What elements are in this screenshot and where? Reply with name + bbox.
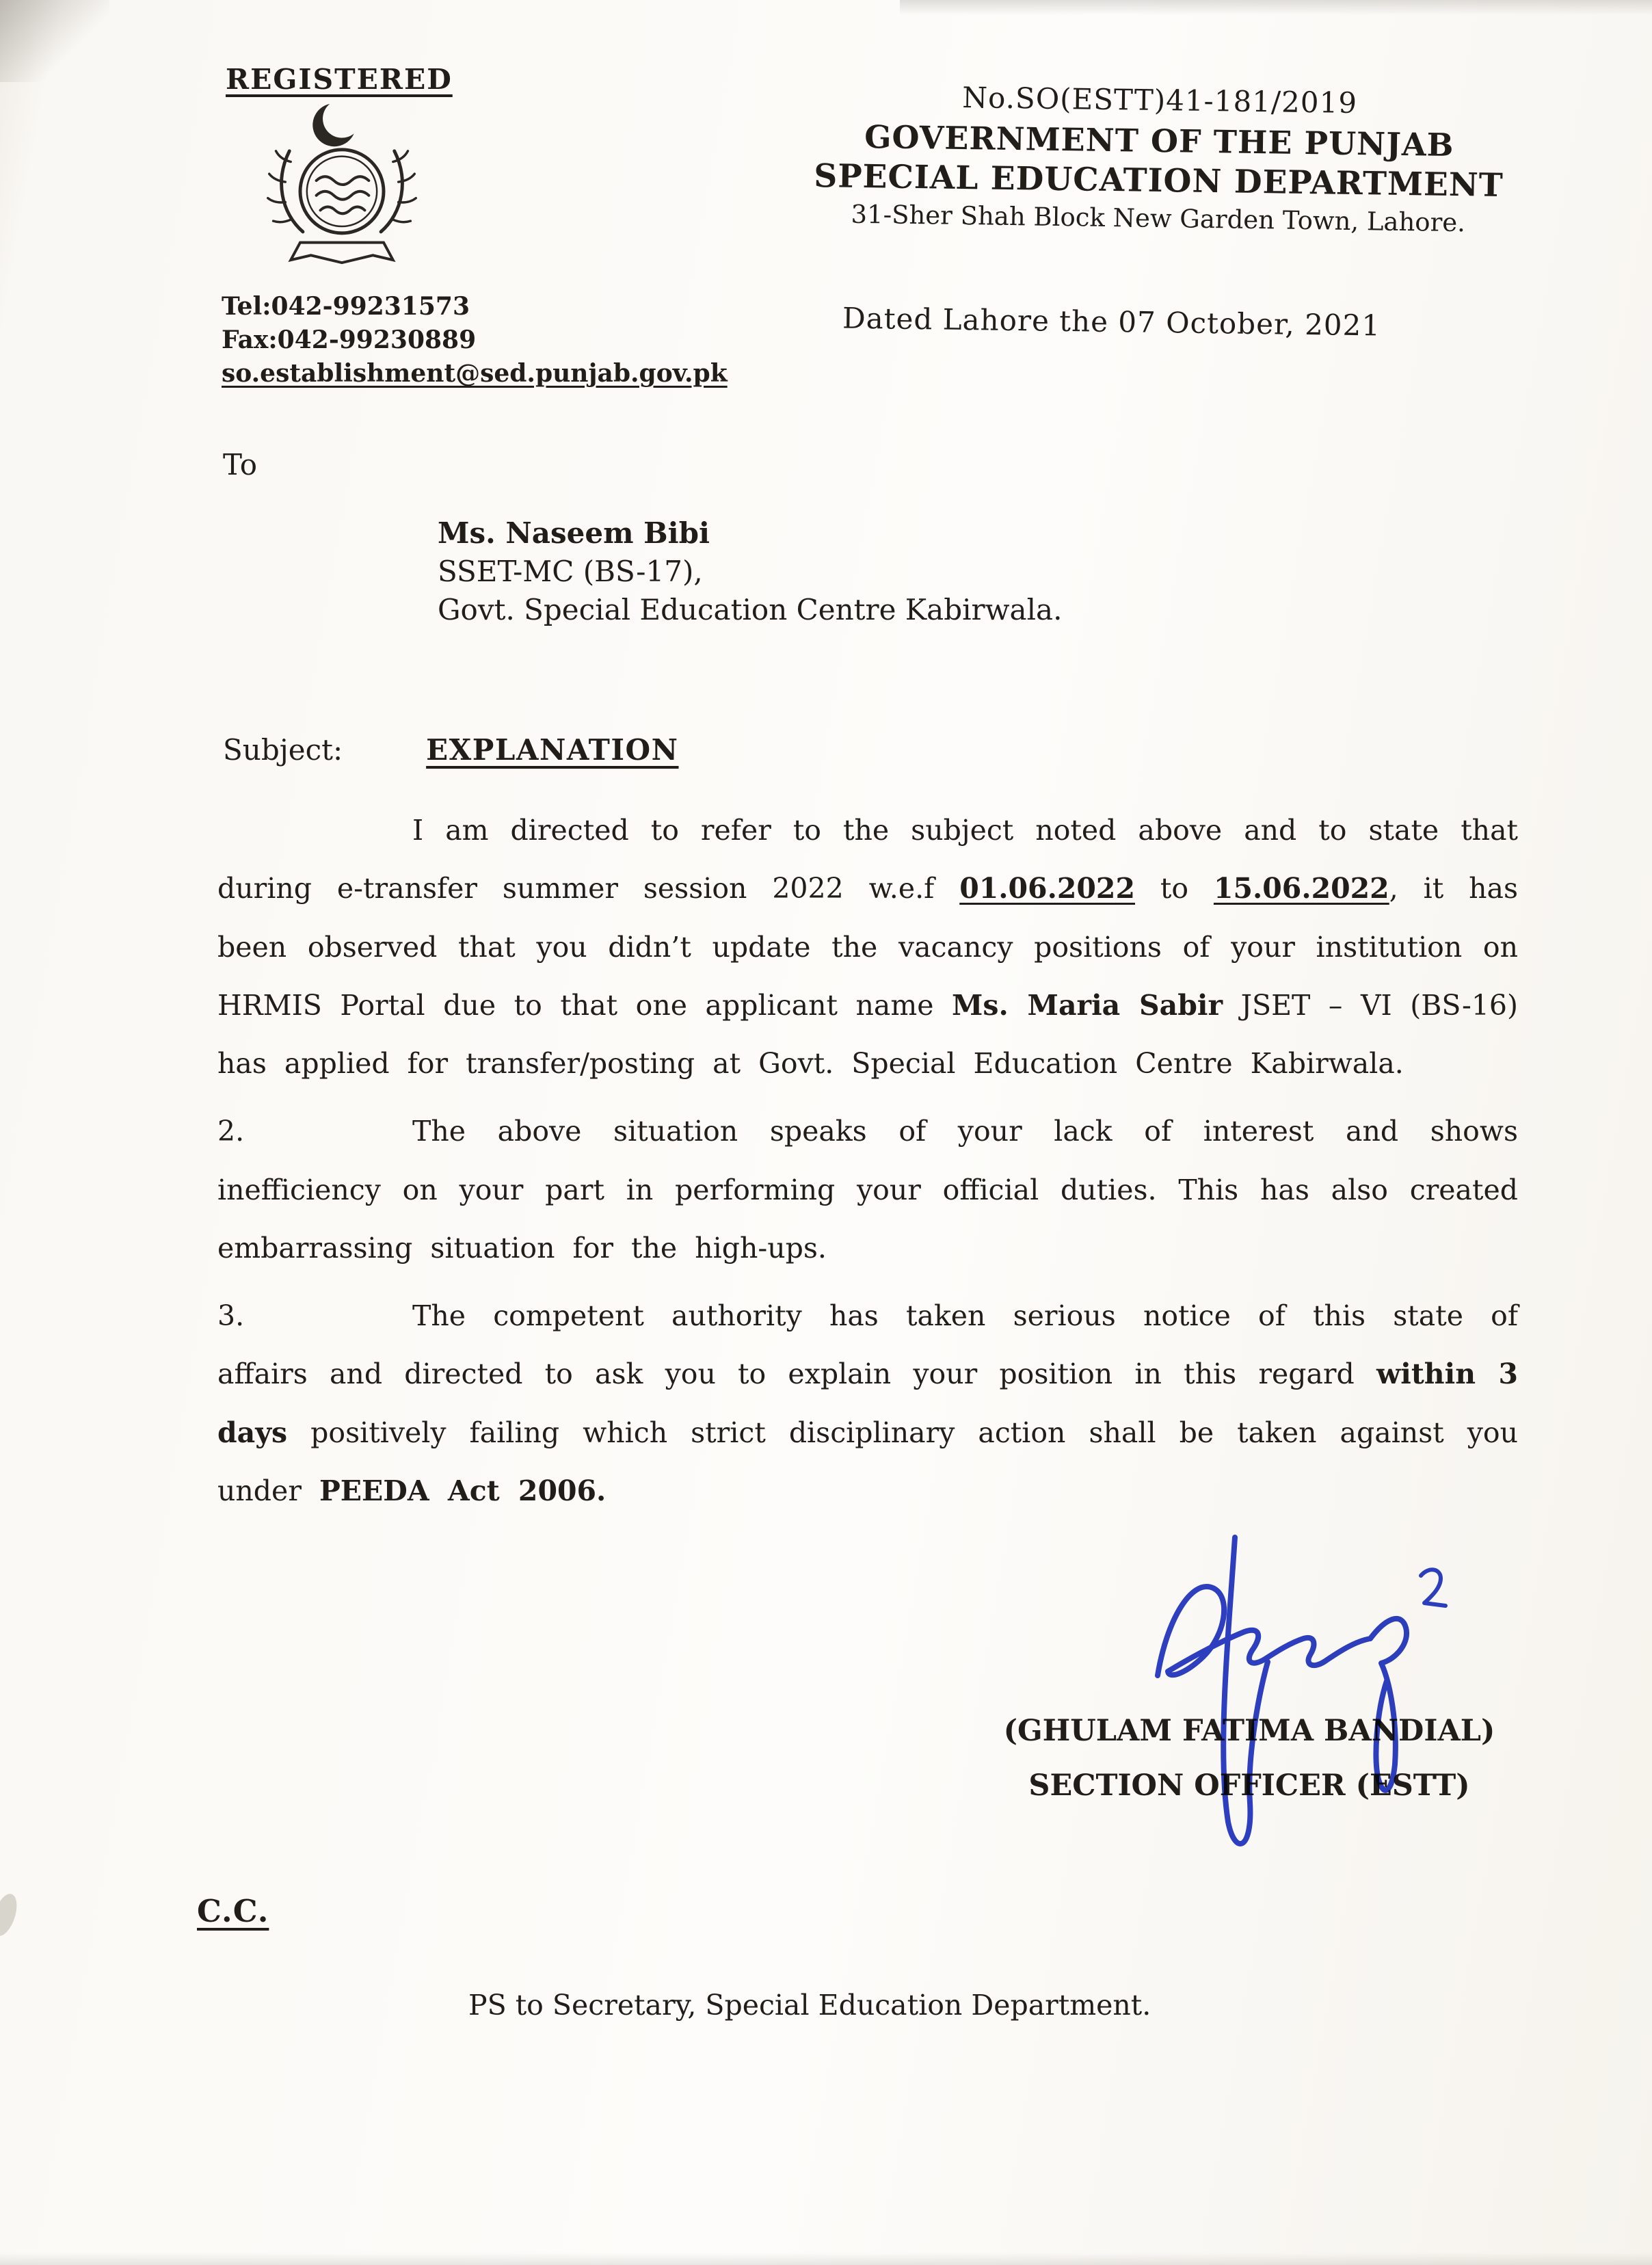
letterhead (786, 78, 1533, 238)
recipient-name: Ms. Naseem Bibi (438, 516, 710, 550)
text-segment: I am directed to refer to the subject noted above and to state that during e-transfer summer session 2022 w.e.f (217, 814, 1518, 905)
department-title: SPECIAL EDUCATION DEPARTMENT (813, 157, 1504, 205)
text-segment: The competent authority has taken serious notice of this state of affairs and directed to ask you to explain your position in this regard (217, 1299, 1518, 1391)
scan-artifact-smudge (0, 1891, 21, 1939)
text-segment: JSET – VI (BS-16) has applied for transfer/posting at Govt. Special Education Centre Kabirwala. (217, 988, 1519, 1081)
date-line: Dated Lahore the 07 October, 2021 (842, 301, 1381, 343)
department-address: 31-Sher Shah Block New Garden Town, Lahore. (851, 199, 1466, 238)
signatory-title: SECTION OFFICER (ESTT) (1028, 1768, 1470, 1803)
government-title: GOVERNMENT OF THE PUNJAB (864, 118, 1454, 164)
paragraph-number: 2. (217, 1115, 245, 1148)
punjab-government-emblem-icon (241, 100, 443, 269)
scan-artifact-corner (0, 0, 109, 82)
text-segment: positively failing which strict disciplinary action shall be taken against you under (217, 1416, 1518, 1507)
text-segment: , it has been observed that you didn’t update the vacancy positions of your institution on HRMIS Portal due to that one applicant name (217, 872, 1519, 1022)
cc-entry: PS to Secretary, Special Education Department. (468, 1989, 1151, 2022)
body-paragraph (217, 1102, 1518, 1277)
paragraph-number: 3. (217, 1299, 245, 1333)
scan-artifact-edge (900, 0, 1652, 15)
scan-artifact-edge-bottom (0, 2253, 1652, 2265)
subject-label: Subject: (223, 733, 343, 767)
salutation-to: To (223, 448, 258, 481)
text-segment: The above situation speaks of your lack of interest and shows inefficiency on your part in performing your official duties. This has also created embarrassing situation for the high-ups. (217, 1115, 1518, 1264)
text-segment: Ms. Maria Sabir (952, 988, 1223, 1022)
text-segment: 15.06.2022 (1213, 872, 1389, 905)
text-segment: within 3 days (217, 1357, 1518, 1449)
email-line: so.establishment@sed.punjab.gov.pk (222, 358, 728, 388)
text-segment: PEEDA Act 2006. (319, 1474, 607, 1507)
fax-line: Fax:042-99230889 (222, 325, 477, 354)
contact-block (222, 290, 728, 390)
subject-row (223, 733, 679, 767)
letter-body (217, 802, 1518, 1530)
cc-label: C.C. (197, 1893, 269, 1929)
text-segment: to (1134, 872, 1214, 905)
signature-icon (1065, 1476, 1452, 1863)
body-paragraph (217, 802, 1518, 1093)
tel-line: Tel:042-99231573 (222, 292, 470, 321)
registered-stamp: REGISTERED (226, 63, 453, 96)
subject-title: EXPLANATION (426, 733, 679, 767)
reference-number: No.SO(ESTT)41-181/2019 (962, 80, 1358, 120)
recipient-station: Govt. Special Education Centre Kabirwala. (438, 592, 1063, 626)
text-segment: 01.06.2022 (959, 872, 1135, 905)
recipient-designation: SSET-MC (BS-17), (438, 554, 703, 588)
signatory-name: (GHULAM FATIMA BANDIAL) (1003, 1714, 1495, 1748)
recipient-block (438, 514, 1062, 629)
